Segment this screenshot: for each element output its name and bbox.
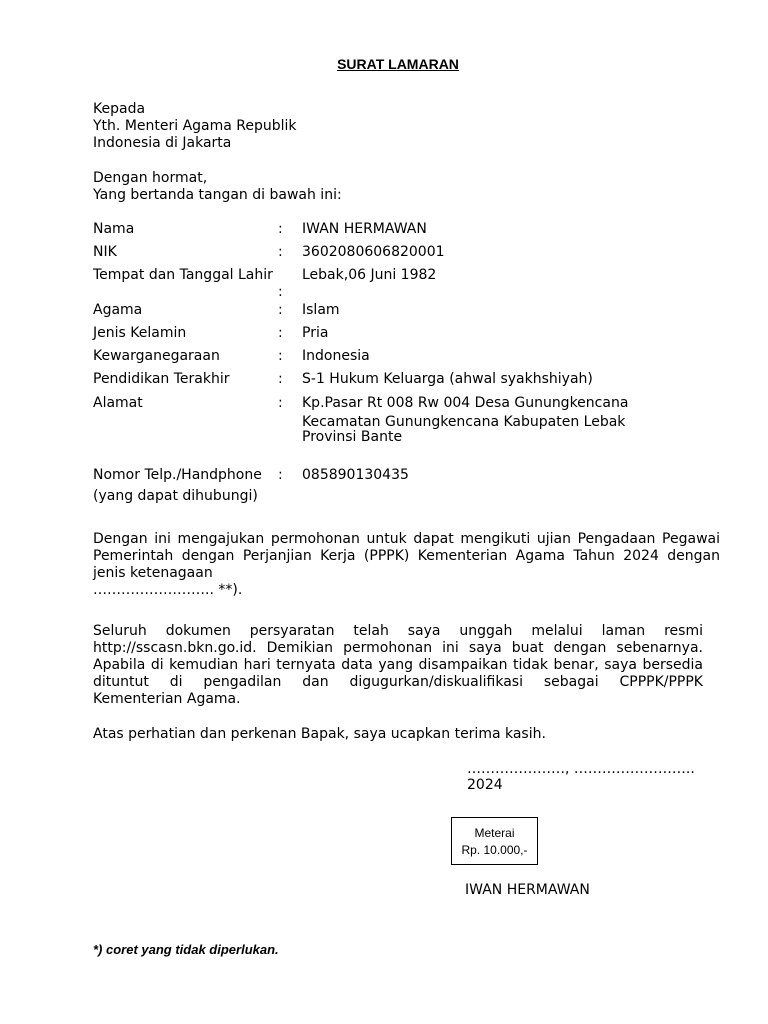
paragraph2-line4: dituntut di pengadilan dan digugurkan/diskualifikasi sebagai CPPPK/PPPK <box>93 674 703 690</box>
field-value-ttl: Lebak,06 Juni 1982 <box>302 267 437 283</box>
field-value-agama: Islam <box>302 302 340 318</box>
field-label-jenis-kelamin: Jenis Kelamin <box>93 325 187 341</box>
recipient-location: Indonesia di Jakarta <box>93 135 232 151</box>
place-date-line: …………………, …………………….. <box>467 761 695 777</box>
intro-line: Yang bertanda tangan di bawah ini: <box>93 187 342 203</box>
paragraph2-line3: Apabila di kemudian hari ternyata data yang disampaikan tidak benar, saya bersedia <box>93 657 703 673</box>
field-colon: : <box>278 348 283 364</box>
meterai-stamp-box <box>451 817 538 865</box>
field-value-alamat-line2: Kecamatan Gunungkencana Kabupaten Lebak <box>302 414 626 430</box>
field-colon: : <box>278 395 283 411</box>
recipient-kepada: Kepada <box>93 101 146 117</box>
field-label-ttl: Tempat dan Tanggal Lahir <box>93 267 273 283</box>
paragraph2-line1: Seluruh dokumen persyaratan telah saya unggah melalui laman resmi <box>93 623 703 639</box>
field-label-kewarganegaraan: Kewarganegaraan <box>93 348 220 364</box>
field-colon: : <box>278 371 283 387</box>
signature-name: IWAN HERMAWAN <box>465 882 590 898</box>
field-colon: : <box>278 221 283 237</box>
field-label-nik: NIK <box>93 244 117 260</box>
field-value-nik: 3602080606820001 <box>302 244 445 260</box>
letter-title: SURAT LAMARAN <box>337 56 459 72</box>
paragraph1-line1: Dengan ini mengajukan permohonan untuk dapat mengikuti ujian Pengadaan Pegawai <box>93 531 720 547</box>
paragraph1-line3: jenis ketenagaan <box>93 565 213 581</box>
field-colon: : <box>278 284 283 300</box>
field-value-nama: IWAN HERMAWAN <box>302 221 427 237</box>
field-colon: : <box>278 325 283 341</box>
footnote: *) coret yang tidak diperlukan. <box>93 942 279 957</box>
field-label-agama: Agama <box>93 302 143 318</box>
year-line: 2024 <box>467 777 503 793</box>
field-value-telp: 085890130435 <box>302 467 409 483</box>
field-colon: : <box>278 467 283 483</box>
field-value-kewarganegaraan: Indonesia <box>302 348 370 364</box>
declaration-paragraph <box>93 623 703 708</box>
paragraph2-line2: http://sscasn.bkn.go.id. Demikian permohonan ini saya buat dengan sebenarnya. <box>93 640 703 656</box>
field-colon: : <box>278 302 283 318</box>
field-value-jenis-kelamin: Pria <box>302 325 329 341</box>
greeting-line: Dengan hormat, <box>93 170 208 186</box>
field-label-pendidikan: Pendidikan Terakhir <box>93 371 230 387</box>
application-paragraph <box>93 531 720 599</box>
field-value-alamat-line3: Provinsi Bante <box>302 429 403 445</box>
field-label-alamat: Alamat <box>93 395 143 411</box>
paragraph1-line2: Pemerintah dengan Perjanjian Kerja (PPPK) Kementerian Agama Tahun 2024 dengan <box>93 548 720 564</box>
field-label-nama: Nama <box>93 221 135 237</box>
field-label-telp-note: (yang dapat dihubungi) <box>93 488 258 504</box>
field-colon: : <box>278 244 283 260</box>
meterai-amount: Rp. 10.000,- <box>461 843 528 857</box>
paragraph2-line5: Kementerian Agama. <box>93 691 241 707</box>
meterai-label: Meterai <box>474 826 515 840</box>
closing-line: Atas perhatian dan perkenan Bapak, saya ucapkan terima kasih. <box>93 726 546 742</box>
paragraph1-line4: …………………….. **). <box>93 582 243 598</box>
field-value-alamat-line1: Kp.Pasar Rt 008 Rw 004 Desa Gunungkencana <box>302 395 629 411</box>
recipient-name: Yth. Menteri Agama Republik <box>93 118 297 134</box>
field-value-pendidikan: S-1 Hukum Keluarga (ahwal syakhshiyah) <box>302 371 593 387</box>
field-label-telp: Nomor Telp./Handphone <box>93 467 262 483</box>
